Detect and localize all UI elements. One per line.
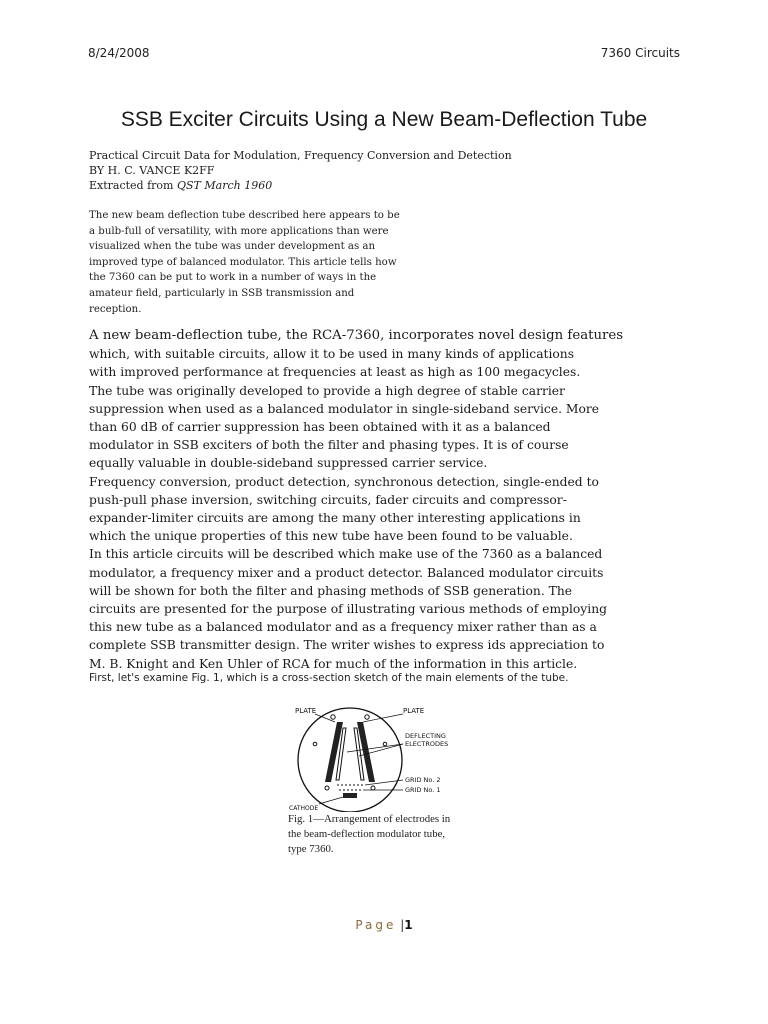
source-publication: QST March 1960 — [176, 179, 273, 192]
article-body — [89, 327, 669, 673]
body-line: expander-limiter circuits are among the many other interesting applications in — [89, 511, 581, 526]
source-line — [89, 178, 649, 193]
body-line: M. B. Knight and Ken Uhler of RCA for much of the information in this article. — [89, 656, 578, 671]
body-line: Frequency conversion, product detection, synchronous detection, single-ended to — [89, 474, 599, 489]
label-grid-1: GRID No. 1 — [405, 786, 441, 794]
figure-1-tube-diagram — [285, 700, 485, 812]
body-line: than 60 dB of carrier suppression has been obtained with it as a balanced — [89, 420, 551, 435]
support-post — [365, 715, 369, 719]
body-line: this new tube as a balanced modulator and as a frequency mixer rather than as a — [89, 620, 597, 635]
body-line: will be shown for both the filter and phasing methods of SSB generation. The — [89, 583, 573, 598]
body-line: In this article circuits will be described which make use of the 7360 as a balanced — [89, 547, 603, 562]
header-date: 8/24/2008 — [88, 46, 150, 60]
body-line: circuits are presented for the purpose of illustrating various methods of employing — [89, 602, 607, 617]
body-line: complete SSB transmitter design. The writer wishes to express ids appreciation to — [89, 638, 605, 653]
body-line: suppression when used as a balanced modulator in single-sideband service. More — [89, 401, 600, 416]
cathode — [343, 793, 357, 798]
page-title: SSB Exciter Circuits Using a New Beam-Deflection Tube — [120, 108, 648, 131]
body-line: with improved performance at frequencies at least as high as 100 megacycles. — [89, 365, 581, 380]
label-plate-right: PLATE — [403, 707, 425, 715]
body-line: modulator in SSB exciters of both the filter and phasing types. It is of course — [89, 438, 569, 453]
subtitle-line: Practical Circuit Data for Modulation, Frequency Conversion and Detection — [89, 149, 512, 162]
support-post — [325, 786, 329, 790]
leader-line — [347, 744, 403, 752]
figure-intro-line: First, let's examine Fig. 1, which is a cross-section sketch of the main elements of the tube. — [89, 672, 569, 684]
abstract-line: the 7360 can be put to work in a number of ways in the — [89, 272, 377, 284]
abstract-line: visualized when the tube was under development as an — [89, 241, 376, 253]
page-number: 1 — [404, 918, 413, 932]
body-line: modulator, a frequency mixer and a product detector. Balanced modulator circuits — [89, 565, 604, 580]
abstract — [89, 208, 449, 317]
caption-line: the beam-deflection modulator tube, — [288, 828, 446, 840]
leader-line — [319, 797, 343, 804]
figure-caption — [288, 812, 488, 857]
page-separator: | — [400, 918, 405, 932]
caption-line: Fig. 1—Arrangement of electrodes in — [288, 813, 451, 825]
body-line: push-pull phase inversion, switching circuits, fader circuits and compressor- — [89, 492, 567, 507]
support-post — [313, 742, 317, 746]
abstract-line: improved type of balanced modulator. This article tells how — [89, 256, 397, 268]
caption-line: type 7360. — [288, 843, 334, 855]
support-post — [331, 715, 335, 719]
page-footer — [0, 918, 768, 932]
abstract-line: The new beam deflection tube described here appears to be — [89, 210, 400, 221]
author-line: BY H. C. VANCE K2FF — [89, 164, 215, 177]
support-post — [371, 786, 375, 790]
abstract-line: a bulb-full of versatility, with more applications than were — [89, 225, 389, 237]
source-prefix: Extracted from — [89, 179, 177, 192]
label-plate-left: PLATE — [295, 707, 317, 715]
label-deflecting: DEFLECTING — [405, 732, 446, 740]
body-line: A new beam-deflection tube, the RCA-7360, incorporates novel design features — [89, 328, 624, 343]
label-electrodes: ELECTRODES — [405, 740, 449, 748]
body-line: which the unique properties of this new tube have been found to be valuable. — [89, 529, 573, 544]
page-word: Page — [355, 918, 397, 932]
body-line: equally valuable in double-sideband suppressed carrier service. — [89, 456, 488, 471]
label-cathode: CATHODE — [289, 805, 319, 812]
body-line: which, with suitable circuits, allow it to be used in many kinds of applications — [89, 347, 575, 362]
abstract-line: reception. — [89, 303, 142, 315]
tube-cross-section-svg — [285, 700, 485, 812]
label-grid-2: GRID No. 2 — [405, 776, 441, 784]
support-post — [383, 742, 387, 746]
body-line: The tube was originally developed to provide a high degree of stable carrier — [89, 383, 565, 398]
abstract-line: amateur field, particularly in SSB transmission and — [89, 287, 355, 299]
header-document-name: 7360 Circuits — [600, 46, 680, 60]
